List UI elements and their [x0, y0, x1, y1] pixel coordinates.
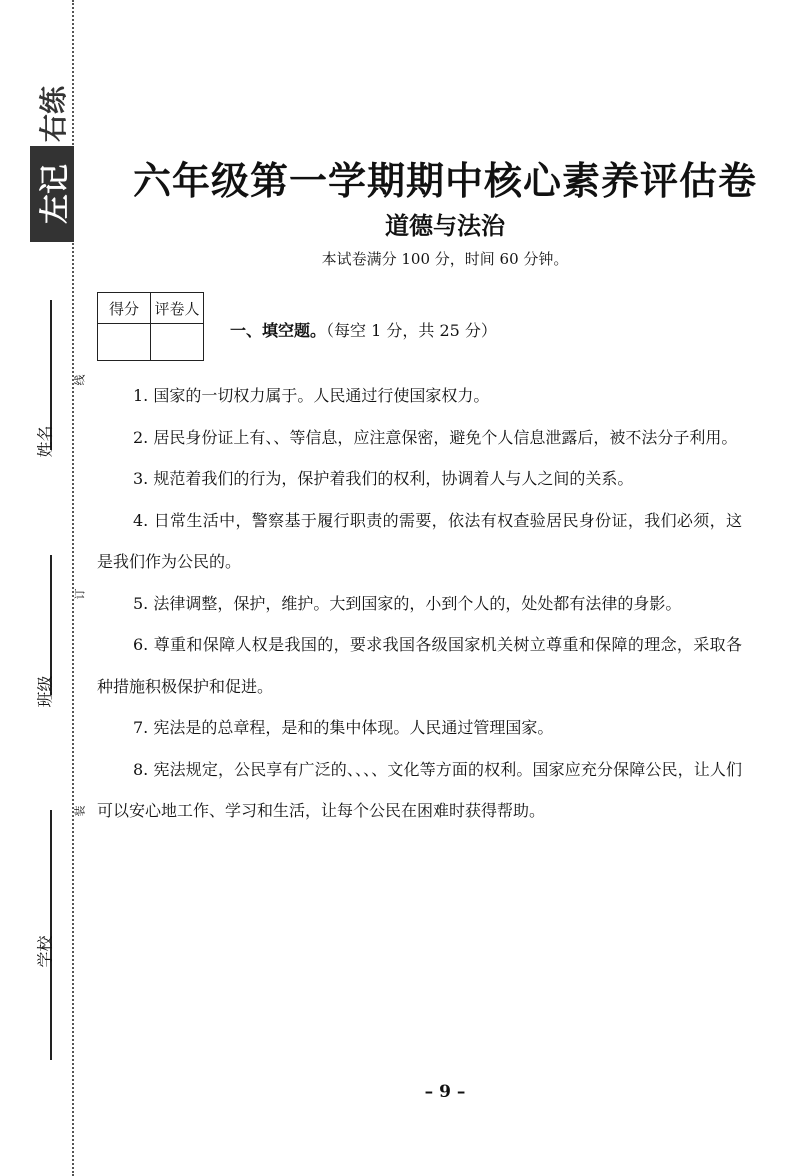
grader-cell[interactable] [151, 324, 204, 361]
question-text: 等信息，应注意保密，避免个人信息泄露后，被不法分子利用。 [289, 427, 738, 447]
question-text: 3. [133, 469, 154, 488]
question-text: 、 [346, 759, 356, 779]
brand-box: 左记 [30, 146, 74, 242]
question-text: 的理念，采取各种措施积极保护和促进 [97, 635, 742, 696]
question-text: 的集中体现。人民通过 [313, 718, 474, 737]
subject-title: 道德与法治 [385, 212, 505, 240]
brand-side-text: 右练 [37, 85, 71, 143]
question-text: ，处处都有法律的身影。 [505, 593, 682, 613]
question-text: 。人民通过 [297, 386, 378, 405]
question-text: ，小到个人的 [409, 593, 506, 613]
question-list [97, 375, 742, 832]
question-text: 管理国家。 [473, 718, 554, 737]
question-text: ，保护 [217, 593, 266, 613]
question-text: 、 [273, 427, 290, 447]
page-number: – 9 – [424, 1082, 466, 1102]
question-6 [97, 624, 742, 707]
score-header: 得分 [98, 293, 151, 324]
question-1 [97, 375, 742, 417]
question-5 [97, 583, 742, 625]
question-text: 4. 日常生活中，警察基于履行职责的需要，依法有权查验居民身份证，我们必须 [133, 510, 710, 530]
question-text: 7. 宪法是 [133, 718, 202, 737]
question-7 [97, 707, 742, 749]
question-text: 的总章程，是 [201, 718, 298, 737]
question-text: 8. 宪法规定，公民享有广泛的 [133, 759, 347, 779]
class-field[interactable]: 班级 [28, 555, 58, 735]
question-8 [97, 749, 742, 832]
question-text: 。 [225, 552, 242, 571]
question-4 [97, 500, 742, 583]
question-text: 2. 居民身份证上有 [133, 427, 266, 447]
name-field[interactable]: 姓名 [28, 300, 58, 470]
page-title: 六年级第一学期期中核心素养评估卷 [132, 159, 757, 203]
question-text: 和 [297, 718, 314, 737]
section-heading: 一、填空题。（每空 1 分，共 25 分） [230, 321, 497, 340]
binding-margin [0, 0, 90, 1176]
question-text: 1. 国家的一切权力属于 [133, 386, 298, 405]
exam-note: 本试卷满分 100 分，时间 60 分钟。 [321, 250, 569, 268]
question-text: ，这是我们作为公民的 [97, 510, 742, 571]
question-2 [97, 417, 742, 459]
question-text: ，让人们可以安心地工作、学习和生活，让每个公民在困难时获得帮助。 [97, 759, 742, 820]
question-text: 、 [265, 427, 274, 447]
seal-mark-pack: 装 [73, 805, 87, 817]
question-text: 、 [363, 759, 372, 779]
question-text: 6. 尊重和保障人权是我国的 [133, 635, 334, 654]
score-table [97, 292, 204, 361]
question-text: ，要求我国各级国家机关树立尊重和保障 [333, 635, 628, 654]
seal-mark-bind: 订 [73, 588, 87, 600]
brand-logo [30, 84, 74, 244]
question-text: 规范着我们的行为，保护着我们的权利，协调着人与人之间的关系。 [153, 469, 634, 488]
question-text: 。大到国家的 [313, 593, 410, 613]
question-text: 、 [355, 759, 364, 779]
question-3 [97, 458, 742, 500]
question-text: 行使国家权力。 [377, 386, 490, 405]
seal-mark-line: 线 [73, 374, 87, 386]
grader-header: 评卷人 [151, 293, 204, 324]
school-field[interactable]: 学校 [28, 810, 58, 1070]
question-text: 、文化等方面的权利。国家应充分保障公民 [371, 759, 678, 779]
question-text: ，维护 [265, 593, 314, 613]
question-text: 5. 法律调整 [133, 593, 218, 613]
score-cell[interactable] [98, 324, 151, 361]
question-text: 。 [257, 676, 274, 696]
